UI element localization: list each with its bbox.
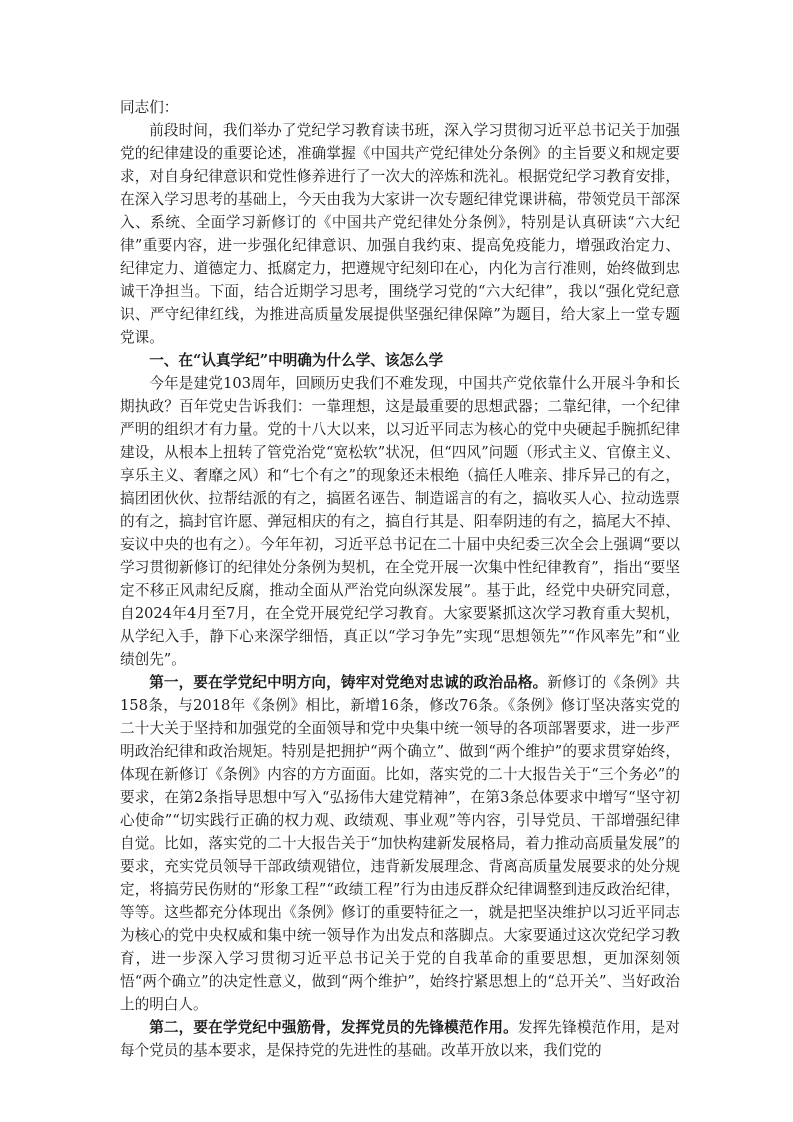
document-page — [120, 96, 680, 1062]
point-1-lead: 第一，要在学党纪中明方向，铸牢对党绝对忠诚的政治品格。 — [149, 674, 548, 691]
point-2-lead: 第二，要在学党纪中强筋骨，发挥党员的先锋模范作用。 — [149, 1019, 518, 1036]
greeting: 同志们： — [120, 99, 179, 116]
section-heading-1: 一、在“认真学纪”中明确为什么学、该怎么学 — [149, 352, 444, 369]
opening-paragraph: 前段时间，我们举办了党纪学习教育读书班，深入学习贯彻习近平总书记关于加强党的纪律建设的重要论述，准确掌握《中国共产党纪律处分条例》的主旨要义和规定要求，对自身纪律意识和党性修养进行了一次大的淬炼和洗礼。根据党纪学习教育安排，在深入学习思考的基础上，今天由我为大家讲一次专题纪律党课讲稿，带领党员干部深入、系统、全面学习新修订的《中国共产党纪律处分条例》，特别是认真研读“六大纪律”重要内容，进一步强化纪律意识、加强自我约束、提高免疫能力，增强政治定力、纪律定力、道德定力、抵腐定力，把遵规守纪刻印在心，内化为言行准则，始终做到忠诚干净担当。下面，结合近期学习思考，围绕学习党的“六大纪律”，我以“强化党纪意识、严守纪律红线，为推进高质量发展提供坚强纪律保障”为题目，给大家上一堂专题党课。 — [120, 122, 680, 346]
point-2-paragraph — [120, 1016, 680, 1062]
point-1-paragraph — [120, 671, 680, 1016]
point-1-body: 新修订的《条例》共158条，与2018年《条例》相比，新增16条，修改76条。《条例》修订坚决落实党的二十大关于坚持和加强党的全面领导和党中央集中统一领导的各项部署要求，进一步严明政治纪律和政治规矩。特别是把拥护“两个确立”、做到“两个维护”的要求贯穿始终，体现在新修订《条例》内容的方方面面。比如，落实党的二十大报告关于“三个务必”的要求，在第2条指导思想中写入“弘扬伟大建党精神”，在第3条总体要求中增写“坚守初心使命”“切实践行正确的权力观、政绩观、事业观”等内容，引导党员、干部增强纪律自觉。比如，落实党的二十大报告关于“加快构建新发展格局，着力推动高质量发展”的要求，充实党员领导干部政绩观错位，违背新发展理念、背离高质量发展要求的处分规定，将搞劳民伤财的“形象工程”“政绩工程”行为由违反群众纪律调整到违反政治纪律，等等。这些都充分体现出《条例》修订的重要特征之一，就是把坚决维护以习近平同志为核心的党中央权威和集中统一领导作为出发点和落脚点。大家要通过这次党纪学习教育，进一步深入学习贯彻习近平总书记关于党的自我革命的重要思想，更加深刻领悟“两个确立”的决定性意义，做到“两个维护”，始终拧紧思想上的“总开关”、当好政治上的明白人。 — [120, 674, 680, 1013]
point-2-body: 发挥先锋模范作用，是对每个党员的基本要求，是保持党的先进性的基础。改革开放以来，我们党的 — [120, 1019, 680, 1059]
section1-intro-paragraph: 今年是建党103周年，回顾历史我们不难发现，中国共产党依靠什么开展斗争和长期执政？百年党史告诉我们：一靠理想，这是最重要的思想武器；二靠纪律，一个纪律严明的组织才有力量。党的十八大以来，以习近平同志为核心的党中央硬起手腕抓纪律建设，从根本上扭转了管党治党“宽松软”状况，但“四风”问题（形式主义、官僚主义、享乐主义、奢靡之风）和“七个有之”的现象还未根绝（搞任人唯亲、排斥异己的有之，搞团团伙伙、拉帮结派的有之，搞匿名诬告、制造谣言的有之，搞收买人心、拉动选票的有之，搞封官许愿、弹冠相庆的有之，搞自行其是、阳奉阴违的有之，搞尾大不掉、妄议中央的也有之）。今年年初，习近平总书记在二十届中央纪委三次全会上强调“要以学习贯彻新修订的纪律处分条例为契机，在全党开展一次集中性纪律教育”，指出“要坚定不移正风肃纪反腐，推动全面从严治党向纵深发展”。基于此，经党中央研究同意，自2024年4月至7月，在全党开展党纪学习教育。大家要紧抓这次学习教育重大契机，从学纪入手，静下心来深学细悟，真正以“学习争先”实现“思想领先”“作风率先”和“业绩创先”。 — [120, 375, 680, 668]
